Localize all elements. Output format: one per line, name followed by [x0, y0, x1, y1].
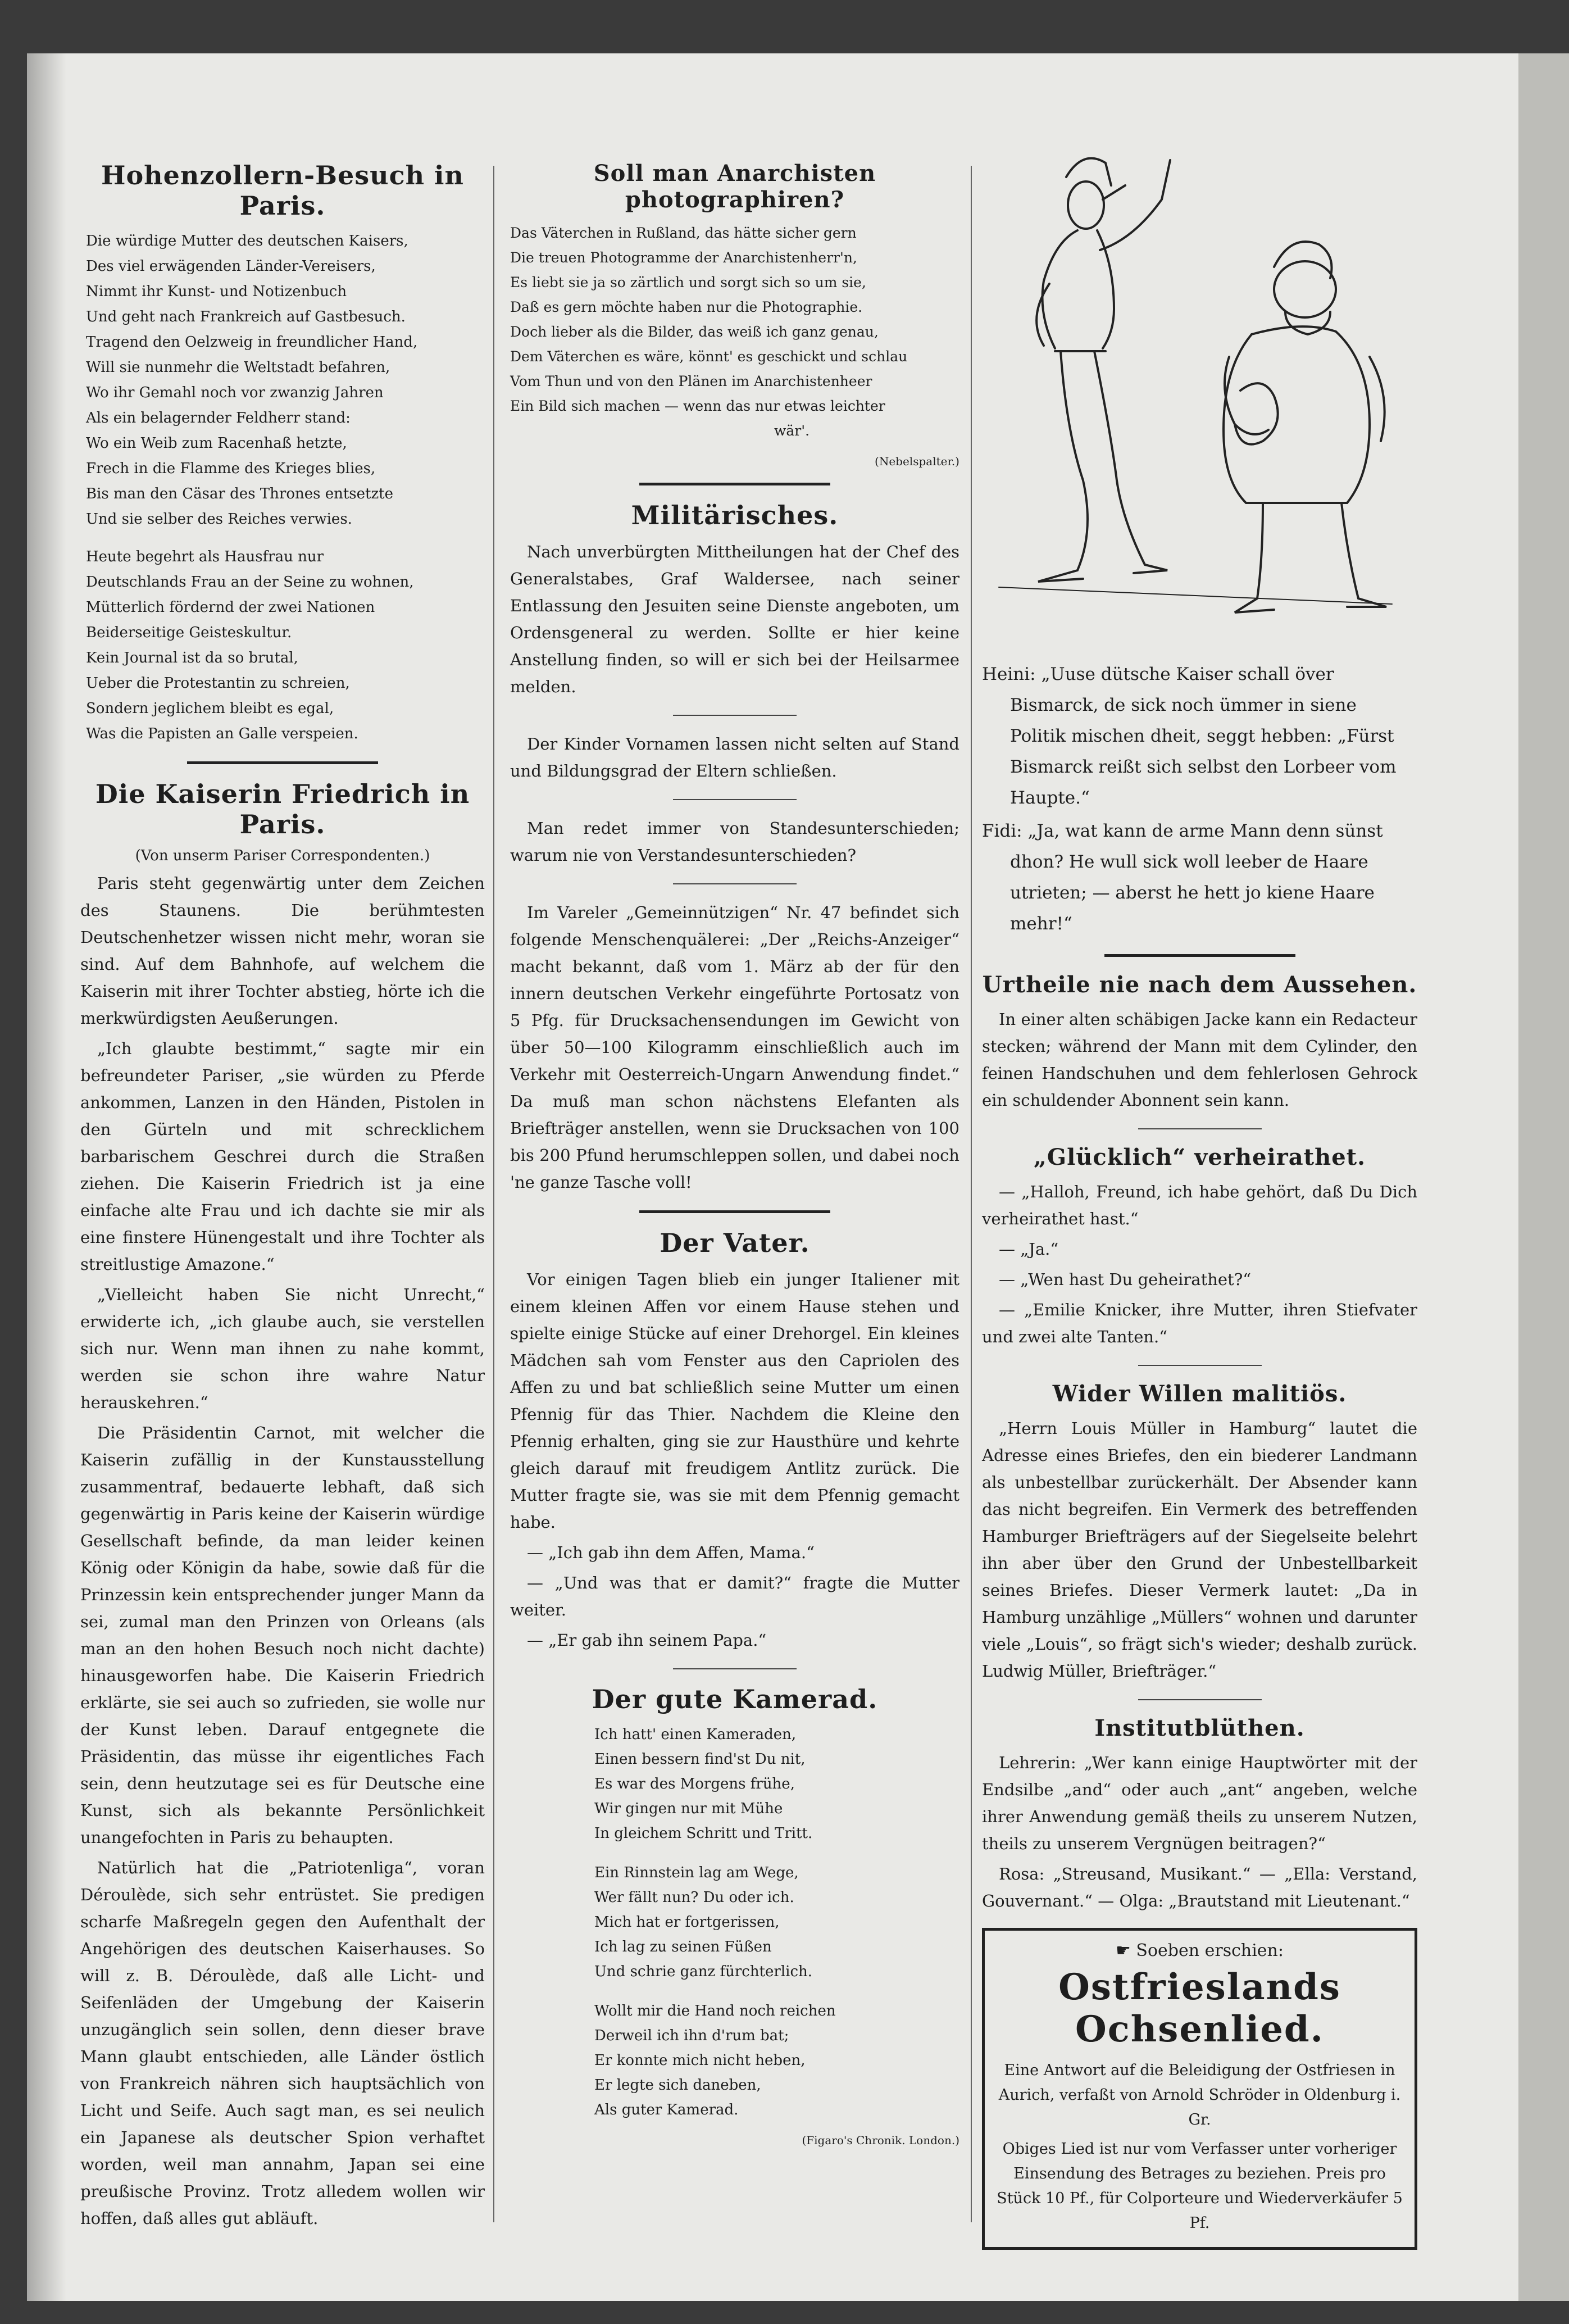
- poem-line: Er konnte mich nicht heben,: [594, 2052, 806, 2069]
- article-title: Der gute Kamerad.: [592, 1684, 878, 1714]
- poem-line: Vom Thun und von den Plänen im Anarchistenheer: [510, 373, 872, 389]
- divider: [187, 761, 378, 764]
- dialog-line: — „Emilie Knicker, ihre Mutter, ihren Stiefvater und zwei alte Tanten.“: [982, 1300, 1417, 1346]
- poem-line: Wo ihr Gemahl noch vor zwanzig Jahren: [86, 384, 384, 401]
- poem-line: Das Väterchen in Rußland, das hätte sicher gern: [510, 225, 857, 241]
- article-title: Der Vater.: [660, 1228, 810, 1258]
- poem-line: In gleichem Schritt und Tritt.: [594, 1825, 813, 1842]
- paragraph: Paris steht gegenwärtig unter dem Zeichen des Staunens. Die berühmtesten Deutschenhetzer wissen nicht mehr, woran sie sind. Auf dem Bahnhofe, auf welchem die Kaiserin mit ihrer Tochter abstieg, hörte ich die merkwürdigsten Aeußerungen.: [80, 874, 485, 1028]
- column-right: [982, 121, 1417, 2250]
- poem-line: Wo ein Weib zum Racenhaß hetzte,: [86, 435, 347, 452]
- dialog-line: Rosa: „Streusand, Musikant.“ — „Ella: Verstand, Gouvernant.“ — Olga: „Brautstand mit Lieutenant.“: [982, 1864, 1417, 1910]
- article-title: Urtheile nie nach dem Aussehen.: [982, 972, 1417, 998]
- column-left: [80, 160, 485, 2235]
- paragraph: Vor einigen Tagen blieb ein junger Italiener mit einem kleinen Affen vor einem Hause stehen und spielte einige Stücke auf einer Drehorgel. Ein kleines Mädchen sah vom Fenster aus den Capriolen des Affen zu und bat schließlich seine Mutter um einen Pfennig für das Thier. Nachdem die Kleine den Pfennig erhalten, ging sie zur Hausthüre und kehrte gleich darauf mit freudigem Antlitz zurück. Die Mutter fragte sie, was sie mit dem Pfennig gemacht habe.: [510, 1270, 959, 1532]
- dialog-line: Heini: „Uuse dütsche Kaiser schall över Bismarck, de sick noch ümmer in siene Politik mischen dheit, seggt hebben: „Fürst Bismarck reißt sich selbst den Lorbeer vom Haupte.“: [982, 664, 1397, 808]
- paragraph: „Herrn Louis Müller in Hamburg“ lautet die Adresse eines Briefes, den ein biederer Landmann als unbestellbar zurückerhält. Der Absender kann das nicht begreifen. Ein Vermerk des betreffenden Hamburger Briefträgers auf der Siegelseite belehrt ihn aber über den Grund der Unbestellbarkeit seines Briefes. Dieser Vermerk lautet: „Da in Hamburg unzählige „Müllers“ wohnen und darunter viele „Louis“, so frägt sich's wieder; deshalb zurück. Ludwig Müller, Briefträger.“: [982, 1419, 1417, 1681]
- column-middle: [510, 160, 959, 2158]
- poem-line: Als ein belagernder Feldherr stand:: [86, 410, 351, 426]
- divider: [1138, 1128, 1262, 1129]
- article-title: Wider Willen malitiös.: [1052, 1381, 1347, 1407]
- dialog-line: Lehrerin: „Wer kann einige Hauptwörter mit der Endsilbe „and“ oder auch „ant“ angeben, welche ihrer Anwendung gemäß theils zu unserem Nutzen, theils zu unserem Vergnügen beitragen?“: [982, 1753, 1417, 1853]
- poem-line: Mich hat er fortgerissen,: [594, 1914, 780, 1931]
- article-title: „Glücklich“ verheirathet.: [1033, 1144, 1366, 1170]
- dialog-line: Fidi: „Ja, wat kann de arme Mann denn sünst dhon? He wull sick woll leeber de Haare utrieten; — aberst he hett jo kiene Haare mehr!“: [982, 821, 1383, 934]
- poem: [510, 221, 959, 443]
- paragraph: Im Vareler „Gemeinnützigen“ Nr. 47 befindet sich folgende Menschenquälerei: „Der „Reichs-Anzeiger“ macht bekannt, daß vom 1. März ab der für den innern deutschen Verkehr eingeführte Portosatz von 5 Pfg. für Drucksachensendungen im Gewicht von über 50—100 Kilogramm einschließlich auch im Verkehr mit Oesterreich-Ungarn Anwendung findet.“ Da muß man schon nächstens Elefanten als Briefträger anstellen, wenn sie Drucksachen von 100 bis 200 Pfund herumschleppen sollen, und dabei noch 'ne ganze Tasche voll!: [510, 903, 959, 1192]
- paragraph: Man redet immer von Standesunterschieden; warum nie von Verstandesunterschieden?: [510, 819, 959, 865]
- article-subtitle: (Von unserm Pariser Correspondenten.): [135, 847, 430, 864]
- article-title: Hohenzollern-Besuch in Paris.: [101, 160, 464, 221]
- poem-line: Wir gingen nur mit Mühe: [594, 1800, 783, 1817]
- poem-line: Ich hatt' einen Kameraden,: [594, 1726, 797, 1743]
- article-body: [982, 1415, 1417, 1685]
- article-title: Militärisches.: [631, 500, 839, 530]
- book-spine: [1518, 53, 1569, 2301]
- paragraph: Natürlich hat die „Patriotenliga“, voran Déroulède, sich sehr entrüstet. Sie predigen scharfe Maßregeln gegen den Aufenthalt der Angehörigen des deutschen Kaiserhauses. So will z. B. Déroulède, daß alle Licht- und Seifenläden der Umgebung der Kaiserin unzugänglich sein sollen, denn dieser brave Mann glaubt entschieden, alle Länder östlich von Frankreich nähren sich hauptsächlich von Licht und Seife. Auch sagt man, es sei neulich ein Japanese als deutscher Spion verhaftet worden, weil man annahm, Japan sei eine preußische Provinz. Trotz alledem wollen wir hoffen, daß alles gut abläuft.: [80, 1858, 485, 2228]
- poem-line: Derweil ich ihn d'rum bat;: [594, 2027, 789, 2044]
- dialog-line: — „Ich gab ihn dem Affen, Mama.“: [527, 1543, 815, 1562]
- paragraph: Die Präsidentin Carnot, mit welcher die Kaiserin zufällig in der Kunstausstellung zusammentraf, bedauerte lebhaft, daß sich gegenwärtig in Paris keine der Kaiserin würdige Gesellschaft befinde, da man leider keinen König oder Königin da habe, sowie daß für die Prinzessin kein entsprechender junger Mann da sei, zumal man den Prinzen von Orleans (als man an den hohen Besuch noch nicht dachte) hinausgeworfen habe. Die Kaiserin Friedrich erklärte, sie sei auch so zufrieden, sie wolle nur der Kunst leben. Darauf entgegnete die Präsidentin, das müsse ihr eigentliches Fach sein, denn heutzutage sei es für Deutsche eine Kunst, sich als bekannte Persönlichkeit unangefochten in Paris zu behaupten.: [80, 1423, 485, 1847]
- poem-line: Will sie nunmehr die Weltstadt befahren,: [86, 359, 390, 376]
- poem-line: Ein Bild sich machen — wenn das nur etwas leichter: [510, 398, 885, 414]
- dialog-line: — „Er gab ihn seinem Papa.“: [527, 1631, 767, 1650]
- poem-line: Mütterlich fördernd der zwei Nationen: [86, 599, 375, 616]
- ad-header: ☛ Soeben erschien:: [1115, 1941, 1284, 1960]
- dialog-line: — „Wen hast Du geheirathet?“: [999, 1270, 1252, 1289]
- divider: [673, 1668, 797, 1669]
- paragraph: Nach unverbürgten Mittheilungen hat der Chef des Generalstabes, Graf Waldersee, nach seiner Entlassung den Jesuiten seine Dienste angeboten, um Ordensgeneral zu werden. Sollte er hier keine Anstellung finden, so will er sich bei der Heilsarmee melden.: [510, 542, 959, 696]
- poem-line: Frech in die Flamme des Krieges blies,: [86, 460, 376, 477]
- newspaper-page: [27, 53, 1518, 2301]
- source-credit: (Figaro's Chronik. London.): [802, 2134, 959, 2147]
- poem-line: Wollt mir die Hand noch reichen: [594, 2003, 836, 2019]
- poem-line: Einen bessern find'st Du nit,: [594, 1751, 806, 1768]
- poem-stanza: [510, 1999, 959, 2122]
- poem-line: Heute begehrt als Hausfrau nur: [86, 548, 324, 565]
- paragraph: In einer alten schäbigen Jacke kann ein Redacteur stecken; während der Mann mit dem Cylinder, den feinen Handschuhen und dem fehlerlosen Gehrock ein schuldender Abonnent sein kann.: [982, 1010, 1417, 1110]
- poem-line: wär'.: [774, 423, 810, 439]
- ad-title: Ostfrieslands Ochsenlied.: [1058, 1966, 1341, 2050]
- advertisement: [982, 1928, 1417, 2250]
- poem-line: Sondern jeglichem bleibt es egal,: [86, 700, 334, 717]
- poem-line: Nimmt ihr Kunst- und Notizenbuch: [86, 283, 347, 300]
- poem-line: Und sie selber des Reiches verwies.: [86, 511, 352, 528]
- divider: [673, 799, 797, 800]
- poem-line: Er legte sich daneben,: [594, 2077, 761, 2094]
- poem-line: Ein Rinnstein lag am Wege,: [594, 1864, 799, 1881]
- ad-order-info: Obiges Lied ist nur vom Verfasser unter vorheriger Einsendung des Betrages zu beziehen. Preis pro Stück 10 Pf., für Colporteure und Wiederverkäufer 5 Pf.: [997, 2140, 1403, 2232]
- poem-stanza: [510, 1860, 959, 1984]
- poem-line: Und schrie ganz fürchterlich.: [594, 1963, 813, 1980]
- cartoon-caption: [982, 659, 1417, 939]
- article-body: [982, 1749, 1417, 1914]
- poem-line: Beiderseitige Geisteskultur.: [86, 624, 292, 641]
- poem-line: Was die Papisten an Galle verspeien.: [86, 725, 358, 742]
- poem-line: Es war des Morgens frühe,: [594, 1776, 795, 1792]
- column-rule: [493, 166, 494, 2222]
- divider: [673, 883, 797, 884]
- source-credit: (Nebelspalter.): [875, 455, 959, 468]
- poem-line: Es liebt sie ja so zärtlich und sorgt sich so um sie,: [510, 274, 866, 290]
- poem-line: Doch lieber als die Bilder, das weiß ich ganz genau,: [510, 324, 879, 340]
- article-body: [80, 870, 485, 2232]
- divider: [1138, 1699, 1262, 1700]
- article-body: [510, 538, 959, 1196]
- poem-line: Bis man den Cäsar des Thrones entsetzte: [86, 485, 394, 502]
- column-rule: [971, 166, 972, 2222]
- paragraph: Der Kinder Vornamen lassen nicht selten auf Stand und Bildungsgrad der Eltern schließen.: [510, 734, 959, 780]
- ad-body: Eine Antwort auf die Beleidigung der Ostfriesen in Aurich, verfaßt von Arnold Schröder in Oldenburg i. Gr.: [998, 2062, 1401, 2128]
- cartoon-illustration: [982, 121, 1417, 649]
- dialog-line: — „Und was that er damit?“ fragte die Mutter weiter.: [510, 1573, 959, 1619]
- article-body: [510, 1266, 959, 1654]
- poem-line: Ich lag zu seinen Füßen: [594, 1939, 772, 1955]
- poem-line: Die treuen Photogramme der Anarchistenherr'n,: [510, 249, 857, 266]
- poem-line: Des viel erwägenden Länder-Vereisers,: [86, 258, 376, 275]
- paragraph: „Ich glaubte bestimmt,“ sagte mir ein befreundeter Pariser, „sie würden zu Pferde ankommen, Lanzen in den Händen, Pistolen in den Gürteln und mit schrecklichem barbarischem Geschrei durch die Straßen ziehen. Die Kaiserin Friedrich ist ja eine einfache alte Frau und ich dachte sie mir als eine finstere Hünengestalt und ihre Tochter als streitlustige Amazone.“: [80, 1039, 485, 1274]
- poem-line: Die würdige Mutter des deutschen Kaisers,: [86, 233, 408, 249]
- divider: [639, 1210, 830, 1213]
- poem-line: Tragend den Oelzweig in freundlicher Hand,: [86, 334, 418, 351]
- divider: [639, 483, 830, 485]
- poem-line: Ueber die Protestantin zu schreien,: [86, 675, 350, 692]
- divider: [1138, 1365, 1262, 1366]
- poem: [80, 229, 485, 747]
- article-body: [982, 1006, 1417, 1114]
- article-title: Institutblüthen.: [1094, 1715, 1305, 1741]
- poem-line: Und geht nach Frankreich auf Gastbesuch.: [86, 308, 406, 325]
- dialog-line: — „Halloh, Freund, ich habe gehört, daß Du Dich verheirathet hast.“: [982, 1182, 1417, 1228]
- divider: [1104, 954, 1295, 957]
- poem-line: Dem Väterchen es wäre, könnt' es geschickt und schlau: [510, 348, 908, 365]
- article-body: [982, 1178, 1417, 1350]
- poem-line: Daß es gern möchte haben nur die Photographie.: [510, 299, 863, 315]
- gutter-shadow: [27, 53, 66, 2301]
- poem-line: Als guter Kamerad.: [594, 2101, 739, 2118]
- poem-line: Kein Journal ist da so brutal,: [86, 650, 298, 666]
- poem-line: Wer fällt nun? Du oder ich.: [594, 1889, 794, 1906]
- article-title: Die Kaiserin Friedrich in Paris.: [95, 779, 470, 839]
- paragraph: „Vielleicht haben Sie nicht Unrecht,“ erwiderte ich, „ich glaube auch, sie verstellen sich nur. Wenn man ihnen zu nahe kommt, werden sie schon ihre wahre Natur herauskehren.“: [80, 1285, 485, 1412]
- poem-line: Deutschlands Frau an der Seine zu wohnen,: [86, 574, 414, 591]
- dialog-line: — „Ja.“: [999, 1240, 1059, 1259]
- divider: [673, 715, 797, 716]
- poem-stanza: [510, 1722, 959, 1846]
- article-title: Soll man Anarchisten photographiren?: [593, 160, 876, 213]
